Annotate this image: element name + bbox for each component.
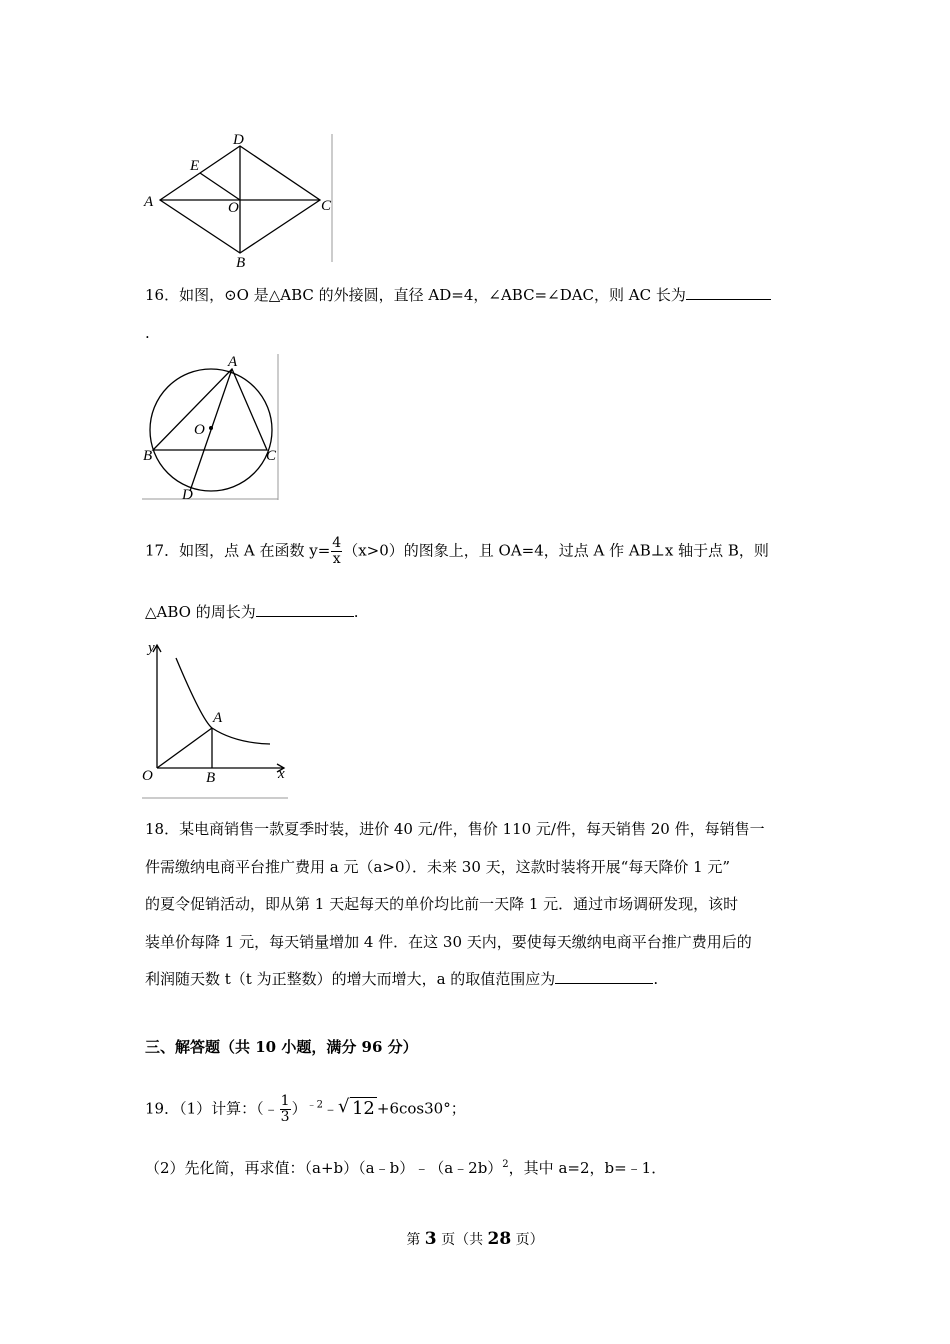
q19-sqrt — [338, 1098, 377, 1120]
footer-mid: 页（共 — [441, 1232, 484, 1248]
q16-number: 16． — [145, 286, 180, 304]
fig16-label-C: C — [266, 448, 277, 464]
q19-part2 — [145, 1154, 666, 1179]
q19-part2-suffix: ，其中 a=2，b=﹣1． — [508, 1159, 667, 1177]
page-footer — [0, 1228, 950, 1251]
q17-number: 17． — [145, 541, 180, 560]
question-17 — [145, 536, 769, 567]
fig17-label-x: x — [278, 766, 285, 782]
fig17-label-O: O — [142, 768, 153, 784]
q18-end: . — [653, 970, 659, 988]
figure-circle — [140, 352, 280, 504]
label-E: E — [190, 158, 200, 174]
q19-part1-mid: ） — [291, 1099, 307, 1118]
q19-frac-den: 3 — [280, 1109, 290, 1125]
q16-text: 如图，⊙O 是△ABC 的外接圆，直径 AD=4，∠ABC=∠DAC，则 AC 长为 — [179, 286, 686, 304]
fig17-label-B: B — [206, 770, 216, 786]
q17-fraction — [331, 536, 342, 567]
fig17-label-A: A — [213, 710, 223, 726]
label-B: B — [236, 255, 246, 268]
fig16-label-O: O — [194, 422, 205, 438]
q19-exponent: ﹣2 — [306, 1099, 323, 1111]
q17-text-before: 如图，点 A 在函数 y= — [179, 541, 331, 560]
footer-prefix: 第 — [406, 1232, 421, 1248]
figure-rhombus — [140, 128, 340, 268]
q19-part2-exponent: 2 — [502, 1159, 509, 1170]
q19-part1 — [145, 1094, 466, 1125]
fig16-label-B: B — [143, 448, 153, 464]
q18-line-1: 18．某电商销售一款夏季时装，进价 40 元/件，售价 110 元/件，每天销售 20 件，每销售一 — [145, 820, 765, 838]
footer-suffix: 页） — [515, 1232, 544, 1248]
fig16-label-D: D — [182, 487, 193, 503]
q17-text-after: （x>0）的图象上，且 OA=4，过点 A 作 AB⊥x 轴于点 B，则 — [343, 541, 769, 560]
q19-part1-prefix: 19．（1）计算：（﹣ — [145, 1099, 279, 1118]
q18-line-5-text: 利润随天数 t（t 为正整数）的增大而增大，a 的取值范围应为 — [145, 970, 556, 988]
label-A: A — [144, 194, 154, 210]
q17-answer-blank[interactable] — [256, 602, 354, 617]
q17-line2 — [145, 601, 359, 623]
q19-part2-prefix: （2）先化简，再求值：（a+b）（a﹣b）﹣（a﹣2b） — [145, 1159, 503, 1177]
label-C: C — [321, 198, 332, 214]
q18-line-4: 装单价每降 1 元，每天销量增加 4 件．在这 30 天内，要使每天缴纳电商平台推广费用后的 — [145, 933, 752, 951]
footer-total-pages: 28 — [487, 1229, 512, 1249]
q17-frac-den: x — [332, 551, 341, 567]
label-D: D — [233, 132, 244, 148]
q18-line-5 — [145, 968, 658, 990]
figure-graph — [140, 640, 290, 802]
question-16 — [145, 284, 771, 306]
q16-answer-blank[interactable] — [686, 285, 771, 300]
q19-part1-suffix: +6cos30°； — [376, 1099, 466, 1118]
q17-line2-text: △ABO 的周长为 — [145, 603, 256, 621]
q18-line-3: 的夏令促销活动，即从第 1 天起每天的单价均比前一天降 1 元．通过市场调研发现，该时 — [145, 895, 739, 913]
q19-fraction — [280, 1094, 291, 1125]
q18-answer-blank[interactable] — [555, 969, 653, 984]
q19-minus: ﹣ — [322, 1099, 338, 1118]
footer-page-number: 3 — [424, 1229, 437, 1249]
fig16-label-A: A — [228, 354, 238, 370]
q19-frac-num: 1 — [280, 1093, 290, 1109]
q16-end: . — [145, 324, 150, 342]
q18-line-2: 件需缴纳电商平台推广费用 a 元（a>0）．未来 30 天，这款时装将开展“每天降价 1 元” — [145, 858, 731, 876]
section-3-title: 三、解答题（共 10 小题，满分 96 分） — [145, 1038, 418, 1056]
label-O: O — [228, 200, 239, 216]
q19-radicand: 12 — [351, 1097, 375, 1119]
q17-end: . — [353, 603, 359, 621]
q17-frac-num: 4 — [332, 535, 342, 551]
fig17-label-y: y — [148, 640, 155, 656]
